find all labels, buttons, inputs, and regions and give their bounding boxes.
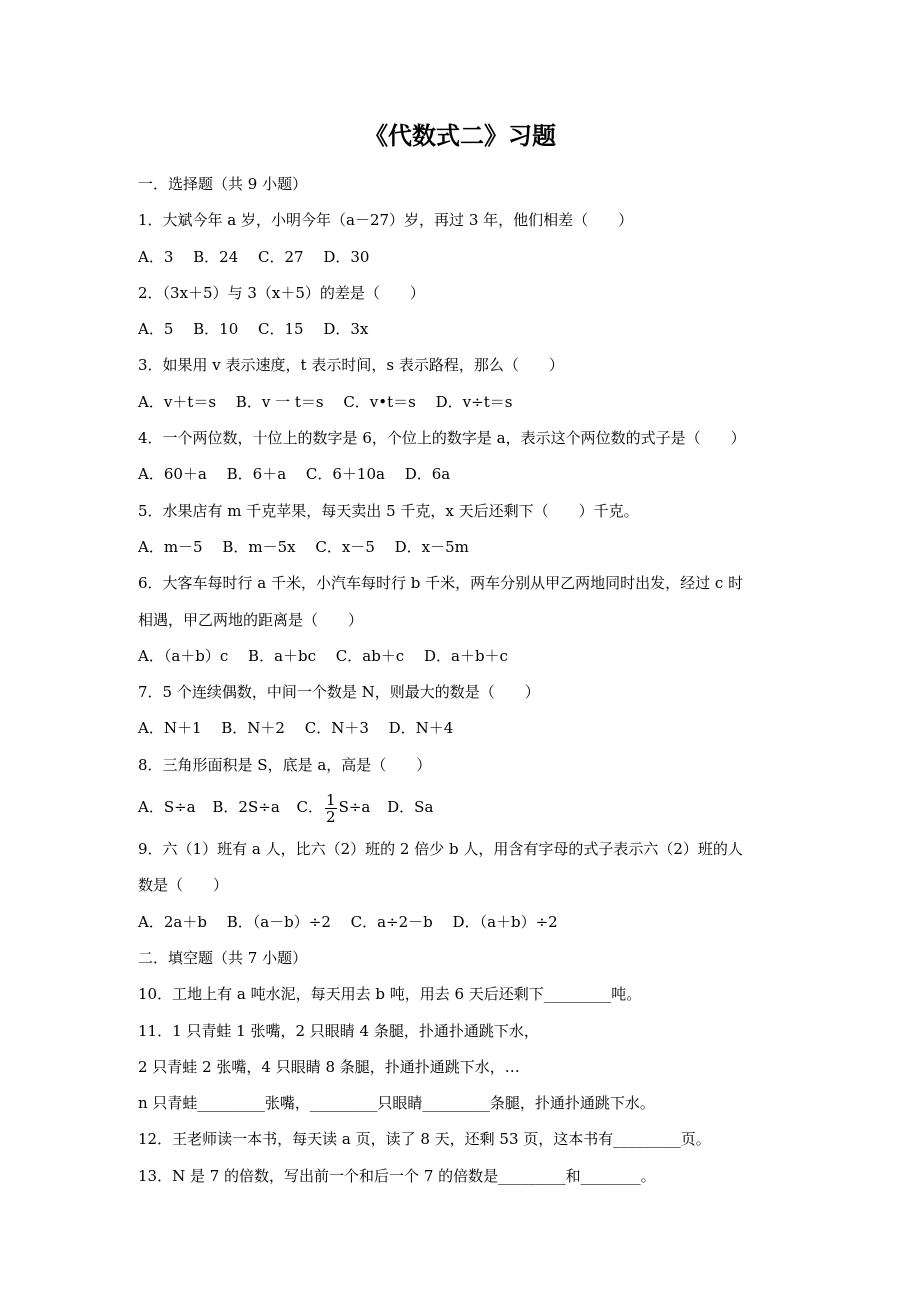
- question-1-options: A．3 B．24 C．27 D．30: [138, 247, 370, 266]
- option-c-prefix: C．: [296, 798, 324, 817]
- question-6-stem-line-1: 6．大客车每时行 a 千米，小汽车每时行 b 千米，两车分别从甲乙两地同时出发，经过 c 时: [138, 574, 744, 593]
- fraction-numerator: 1: [326, 790, 336, 809]
- option-c-suffix: S÷a: [338, 798, 371, 817]
- question-7-stem: 7．5 个连续偶数，中间一个数是 N，则最大的数是（ ）: [138, 683, 540, 702]
- exercise-body: [138, 166, 798, 1194]
- question-9-stem-line-2: 数是（ ）: [138, 876, 229, 895]
- question-12: 12．王老师读一本书，每天读 a 页，读了 8 天，还剩 53 页，这本书有_________页。: [138, 1130, 711, 1149]
- question-10: 10．工地上有 a 吨水泥，每天用去 b 吨，用去 6 天后还剩下_________吨。: [138, 985, 642, 1004]
- question-11-line-2: 2 只青蛙 2 张嘴，4 只眼睛 8 条腿，扑通扑通跳下水，…: [138, 1057, 520, 1076]
- question-6-stem-line-2: 相遇，甲乙两地的距离是（ ）: [138, 610, 364, 629]
- question-9-stem-line-1: 9．六（1）班有 a 人，比六（2）班的 2 倍少 b 人，用含有字母的式子表示六（2）班的人: [138, 840, 743, 859]
- question-13: 13．N 是 7 的倍数，写出前一个和后一个 7 的倍数是_________和________。: [138, 1166, 656, 1185]
- section-header-fill: 二．填空题（共 7 小题）: [138, 948, 308, 967]
- question-4-stem: 4．一个两位数，十位上的数字是 6，个位上的数字是 a，表示这个两位数的式子是（ ）: [138, 429, 746, 448]
- option-a: A．S÷a: [138, 798, 196, 817]
- fraction-one-half: [325, 792, 337, 825]
- question-2-stem: 2．（3x＋5）与 3（x＋5）的差是（ ）: [138, 283, 425, 302]
- section-header-choice: 一．选择题（共 9 小题）: [138, 175, 308, 193]
- page-title: 《代数式二》习题: [364, 122, 556, 150]
- question-6-options: A．（a＋b）c B．a＋bc C．ab＋c D．a＋b＋c: [138, 646, 508, 665]
- fraction-denominator: 2: [326, 807, 336, 826]
- question-1-stem: 1．大斌今年 a 岁，小明今年（a－27）岁，再过 3 年，他们相差（ ）: [138, 211, 634, 230]
- question-9-options: A．2a＋b B．（a－b）÷2 C．a÷2－b D．（a＋b）÷2: [138, 912, 558, 931]
- question-5-stem: 5．水果店有 m 千克苹果，每天卖出 5 千克，x 天后还剩下（ ）千克。: [138, 501, 639, 520]
- option-d: D．Sa: [387, 798, 434, 817]
- question-8-stem: 8．三角形面积是 S，底是 a，高是（ ）: [138, 755, 432, 774]
- question-2-options: A．5 B．10 C．15 D．3x: [138, 320, 369, 339]
- question-11-line-3: n 只青蛙_________张嘴，_________只眼睛_________条腿，扑通扑通跳下水。: [138, 1094, 655, 1113]
- question-5-options: A．m－5 B．m－5x C．x－5 D．x－5m: [138, 537, 469, 556]
- question-8-options: [138, 783, 798, 831]
- option-b: B．2S÷a: [212, 798, 280, 817]
- question-3-stem: 3．如果用 v 表示速度，t 表示时间，s 表示路程，那么（ ）: [138, 356, 564, 375]
- question-3-options: A．v＋t＝s B．v 一 t＝s C．v•t＝s D．v÷t＝s: [138, 392, 513, 411]
- question-11-line-1: 11．1 只青蛙 1 张嘴，2 只眼睛 4 条腿，扑通扑通跳下水，: [138, 1021, 539, 1040]
- question-7-options: A．N＋1 B．N＋2 C．N＋3 D．N＋4: [138, 719, 454, 738]
- question-4-options: A．60＋a B．6＋a C．6＋10a D．6a: [138, 465, 451, 484]
